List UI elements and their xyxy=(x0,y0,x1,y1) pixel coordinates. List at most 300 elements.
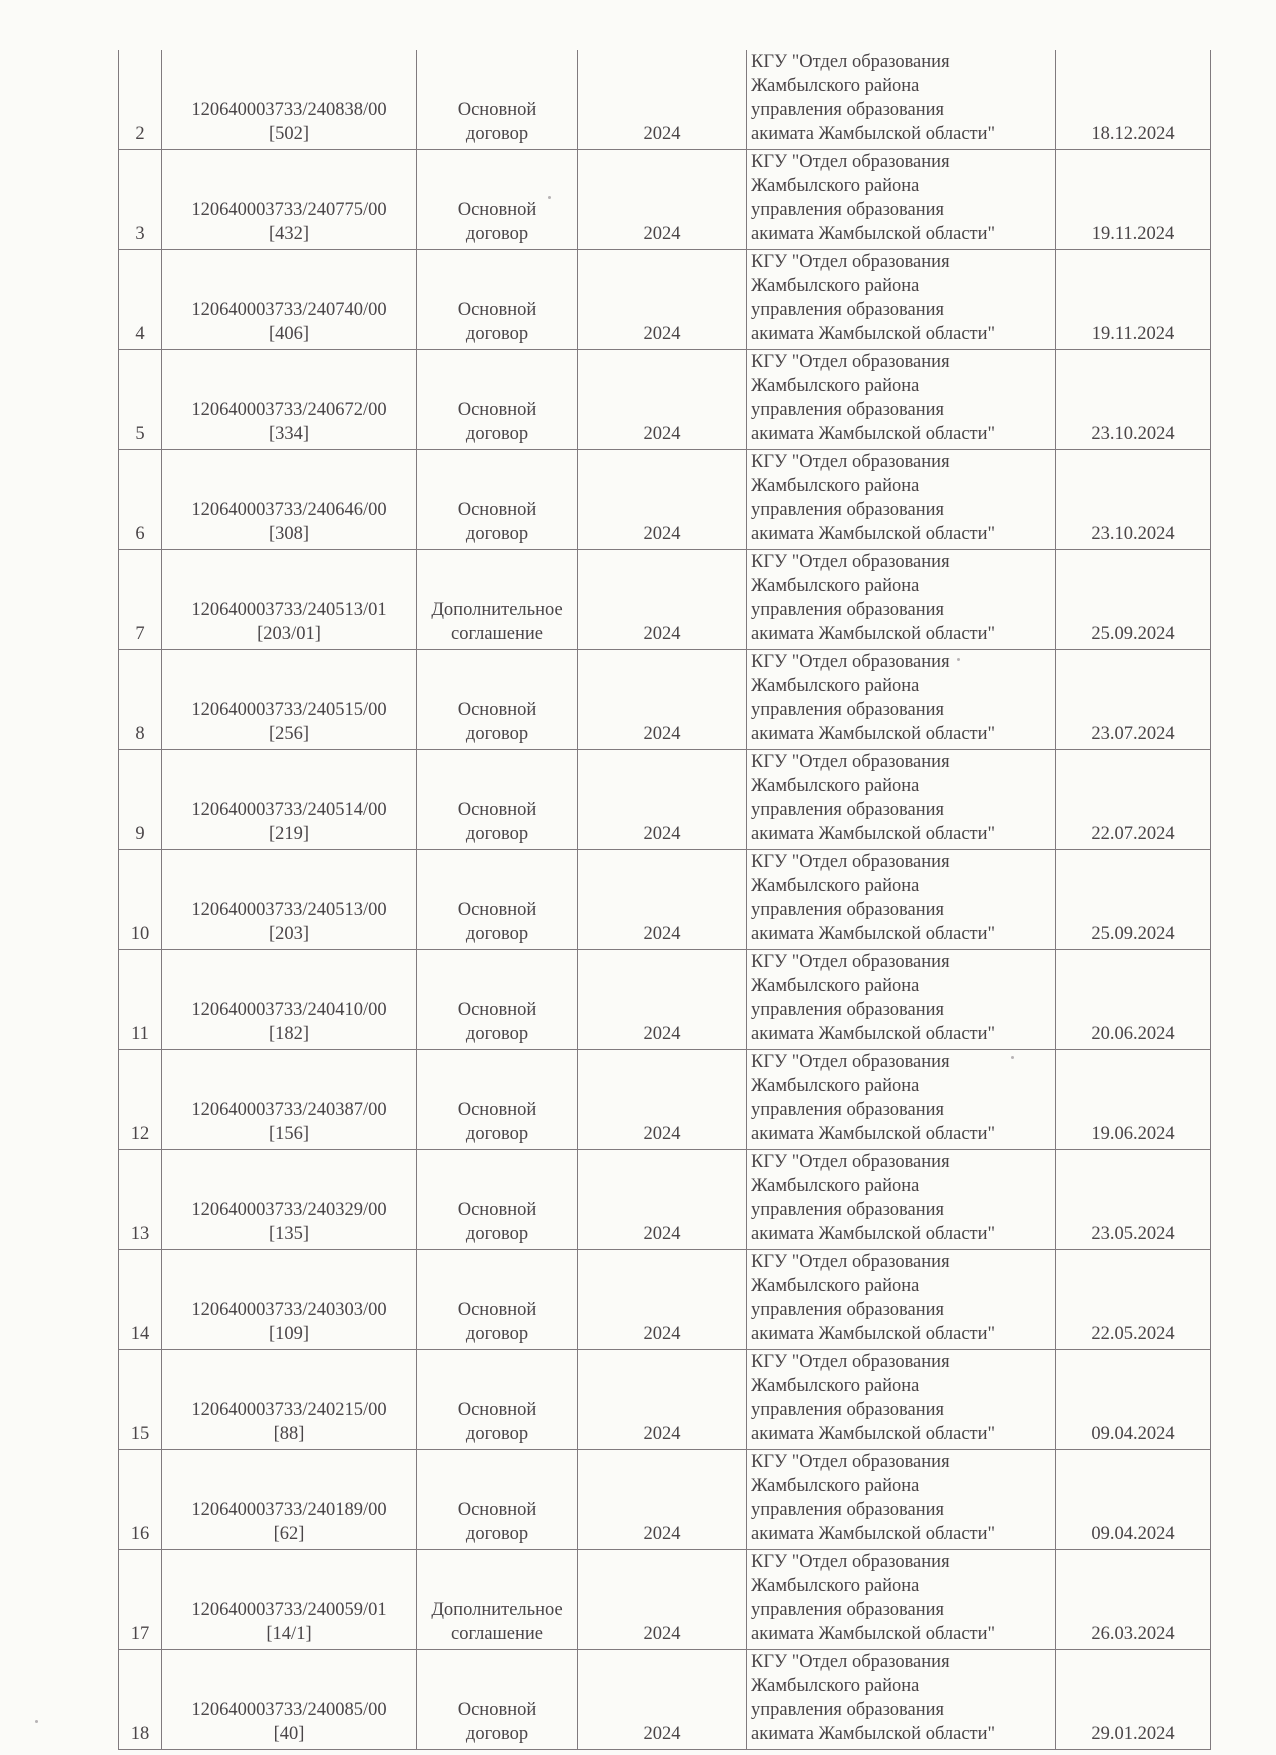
row-number-cell xyxy=(119,1050,162,1150)
contract-type-cell xyxy=(417,250,578,350)
contract-date: 09.04.2024 xyxy=(1091,1524,1175,1544)
date-cell xyxy=(1056,350,1211,450)
row-number: 9 xyxy=(135,824,145,844)
row-number: 15 xyxy=(130,1424,150,1444)
contract-id: 120640003733/240514/00 xyxy=(191,800,387,820)
contract-id-cell xyxy=(162,1050,417,1150)
contract-id: 120640003733/240513/01 xyxy=(191,600,387,620)
year-cell xyxy=(578,950,747,1050)
year: 2024 xyxy=(643,724,681,744)
row-number: 5 xyxy=(135,424,145,444)
organization-line: Жамбылского района xyxy=(751,276,920,296)
year-cell xyxy=(578,650,747,750)
table-row xyxy=(119,1350,1211,1450)
organization-line: акимата Жамбылской области" xyxy=(751,324,996,344)
contract-type-line1: Дополнительное xyxy=(431,600,563,620)
organization-line: Жамбылского района xyxy=(751,876,920,896)
year: 2024 xyxy=(643,1624,681,1644)
organization-line: акимата Жамбылской области" xyxy=(751,1424,996,1444)
table-row xyxy=(119,1550,1211,1650)
organization-line: Жамбылского района xyxy=(751,1676,920,1696)
organization-line: акимата Жамбылской области" xyxy=(751,424,996,444)
row-number-cell xyxy=(119,50,162,150)
year: 2024 xyxy=(643,1224,681,1244)
contract-id: 120640003733/240775/00 xyxy=(191,200,387,220)
contracts-table xyxy=(118,50,1211,1750)
year: 2024 xyxy=(643,524,681,544)
contract-type-cell xyxy=(417,950,578,1050)
row-number: 11 xyxy=(131,1024,149,1044)
contract-type-line2: договор xyxy=(465,1524,529,1544)
year-cell xyxy=(578,850,747,950)
organization-line: Жамбылского района xyxy=(751,576,920,596)
contract-type-cell xyxy=(417,1550,578,1650)
row-number-cell xyxy=(119,1350,162,1450)
contract-id: 120640003733/240085/00 xyxy=(191,1700,387,1720)
contract-type-line2: договор xyxy=(465,1724,529,1744)
organization-line: КГУ "Отдел образования xyxy=(751,1652,950,1672)
row-number-cell xyxy=(119,550,162,650)
year-cell xyxy=(578,150,747,250)
contract-type-line1: Основной xyxy=(457,800,537,820)
row-number: 17 xyxy=(130,1624,150,1644)
contract-id-cell xyxy=(162,150,417,250)
year: 2024 xyxy=(643,924,681,944)
organization-cell xyxy=(747,1050,1056,1150)
year-cell xyxy=(578,50,747,150)
contract-id: 120640003733/240740/00 xyxy=(191,300,387,320)
organization-line: КГУ "Отдел образования xyxy=(751,752,950,772)
organization-cell xyxy=(747,750,1056,850)
contract-type-line2: договор xyxy=(465,1324,529,1344)
organization-line: управления образования xyxy=(751,700,945,720)
table-row xyxy=(119,750,1211,850)
year: 2024 xyxy=(643,324,681,344)
organization-line: КГУ "Отдел образования xyxy=(751,452,950,472)
contract-ref: [40] xyxy=(273,1724,305,1744)
date-cell xyxy=(1056,1550,1211,1650)
row-number-cell xyxy=(119,750,162,850)
contract-type-line2: договор xyxy=(465,124,529,144)
year-cell xyxy=(578,1050,747,1150)
contract-date: 25.09.2024 xyxy=(1091,924,1175,944)
organization-line: Жамбылского района xyxy=(751,776,920,796)
contract-type-line1: Основной xyxy=(457,1700,537,1720)
contract-date: 23.07.2024 xyxy=(1091,724,1175,744)
organization-line: управления образования xyxy=(751,1500,945,1520)
contract-type-cell xyxy=(417,750,578,850)
year: 2024 xyxy=(643,1324,681,1344)
organization-line: Жамбылского района xyxy=(751,1176,920,1196)
table-row xyxy=(119,450,1211,550)
date-cell xyxy=(1056,650,1211,750)
organization-cell xyxy=(747,50,1056,150)
contract-id-cell xyxy=(162,650,417,750)
contract-id-cell xyxy=(162,1450,417,1550)
year-cell xyxy=(578,1150,747,1250)
organization-line: акимата Жамбылской области" xyxy=(751,1124,996,1144)
organization-line: КГУ "Отдел образования xyxy=(751,952,950,972)
contracts-table-body xyxy=(119,50,1211,1750)
year-cell xyxy=(578,1250,747,1350)
date-cell xyxy=(1056,1150,1211,1250)
contract-type-line2: договор xyxy=(465,224,529,244)
contract-id-cell xyxy=(162,1250,417,1350)
table-row xyxy=(119,950,1211,1050)
contract-type-line1: Основной xyxy=(457,700,537,720)
date-cell xyxy=(1056,450,1211,550)
table-row xyxy=(119,850,1211,950)
row-number: 8 xyxy=(135,724,145,744)
contract-type-cell xyxy=(417,1350,578,1450)
contract-ref: [182] xyxy=(268,1024,310,1044)
contract-type-line2: договор xyxy=(465,524,529,544)
row-number-cell xyxy=(119,1550,162,1650)
contract-date: 20.06.2024 xyxy=(1091,1024,1175,1044)
contract-type-cell xyxy=(417,50,578,150)
year: 2024 xyxy=(643,424,681,444)
organization-cell xyxy=(747,150,1056,250)
organization-cell xyxy=(747,950,1056,1050)
organization-line: управления образования xyxy=(751,300,945,320)
contract-date: 23.10.2024 xyxy=(1091,424,1175,444)
organization-line: КГУ "Отдел образования xyxy=(751,252,950,272)
contract-type-line1: Основной xyxy=(457,200,537,220)
organization-line: акимата Жамбылской области" xyxy=(751,1524,996,1544)
contract-type-cell xyxy=(417,150,578,250)
date-cell xyxy=(1056,50,1211,150)
contract-ref: [62] xyxy=(273,1524,305,1544)
contract-id: 120640003733/240303/00 xyxy=(191,1300,387,1320)
organization-line: КГУ "Отдел образования xyxy=(751,52,950,72)
row-number-cell xyxy=(119,950,162,1050)
contract-id: 120640003733/240059/01 xyxy=(191,1600,387,1620)
contract-type-line1: Основной xyxy=(457,1500,537,1520)
date-cell xyxy=(1056,1350,1211,1450)
contract-date: 19.11.2024 xyxy=(1091,324,1175,344)
contract-type-line2: договор xyxy=(465,824,529,844)
contract-id-cell xyxy=(162,950,417,1050)
row-number: 3 xyxy=(135,224,145,244)
organization-line: управления образования xyxy=(751,1600,945,1620)
year: 2024 xyxy=(643,1524,681,1544)
date-cell xyxy=(1056,1250,1211,1350)
table-row xyxy=(119,650,1211,750)
organization-line: Жамбылского района xyxy=(751,1376,920,1396)
contract-date: 25.09.2024 xyxy=(1091,624,1175,644)
organization-line: КГУ "Отдел образования xyxy=(751,1152,950,1172)
organization-line: Жамбылского района xyxy=(751,1076,920,1096)
contract-date: 19.11.2024 xyxy=(1091,224,1175,244)
contract-type-cell xyxy=(417,1250,578,1350)
organization-line: КГУ "Отдел образования xyxy=(751,1552,950,1572)
organization-line: управления образования xyxy=(751,1300,945,1320)
contract-type-cell xyxy=(417,350,578,450)
contract-ref: [432] xyxy=(268,224,310,244)
contract-type-line2: договор xyxy=(465,924,529,944)
organization-line: акимата Жамбылской области" xyxy=(751,824,996,844)
row-number: 14 xyxy=(130,1324,150,1344)
contract-id: 120640003733/240515/00 xyxy=(191,700,387,720)
contract-type-line2: договор xyxy=(465,1124,529,1144)
contract-id: 120640003733/240513/00 xyxy=(191,900,387,920)
contract-type-line1: Основной xyxy=(457,1100,537,1120)
scan-speck xyxy=(35,1720,38,1723)
year-cell xyxy=(578,550,747,650)
contract-id-cell xyxy=(162,450,417,550)
year-cell xyxy=(578,1350,747,1450)
organization-cell xyxy=(747,1450,1056,1550)
row-number: 6 xyxy=(135,524,145,544)
date-cell xyxy=(1056,150,1211,250)
organization-line: управления образования xyxy=(751,500,945,520)
contract-type-cell xyxy=(417,650,578,750)
organization-cell xyxy=(747,1550,1056,1650)
contract-type-cell xyxy=(417,1150,578,1250)
organization-line: КГУ "Отдел образования xyxy=(751,852,950,872)
organization-line: акимата Жамбылской области" xyxy=(751,724,996,744)
contract-type-line1: Основной xyxy=(457,1000,537,1020)
contract-id: 120640003733/240672/00 xyxy=(191,400,387,420)
contract-type-line1: Основной xyxy=(457,1300,537,1320)
organization-line: Жамбылского района xyxy=(751,1576,920,1596)
organization-cell xyxy=(747,850,1056,950)
contract-id-cell xyxy=(162,1350,417,1450)
year-cell xyxy=(578,250,747,350)
contract-type-line1: Основной xyxy=(457,400,537,420)
organization-line: управления образования xyxy=(751,900,945,920)
contract-type-line1: Основной xyxy=(457,900,537,920)
contract-type-cell xyxy=(417,1050,578,1150)
organization-line: акимата Жамбылской области" xyxy=(751,1724,996,1744)
organization-line: Жамбылского района xyxy=(751,476,920,496)
organization-cell xyxy=(747,1150,1056,1250)
contract-type-cell xyxy=(417,550,578,650)
contract-type-cell xyxy=(417,1650,578,1750)
contract-ref: [256] xyxy=(268,724,310,744)
contract-id: 120640003733/240838/00 xyxy=(191,100,387,120)
organization-line: Жамбылского района xyxy=(751,676,920,696)
date-cell xyxy=(1056,950,1211,1050)
row-number: 18 xyxy=(130,1724,150,1744)
organization-line: КГУ "Отдел образования xyxy=(751,1052,950,1072)
row-number-cell xyxy=(119,450,162,550)
row-number-cell xyxy=(119,1450,162,1550)
organization-line: управления образования xyxy=(751,1200,945,1220)
contract-ref: [88] xyxy=(273,1424,305,1444)
organization-cell xyxy=(747,450,1056,550)
contract-ref: [308] xyxy=(268,524,310,544)
row-number-cell xyxy=(119,850,162,950)
table-row xyxy=(119,150,1211,250)
organization-line: Жамбылского района xyxy=(751,176,920,196)
year: 2024 xyxy=(643,1724,681,1744)
organization-line: Жамбылского района xyxy=(751,976,920,996)
date-cell xyxy=(1056,850,1211,950)
year: 2024 xyxy=(643,224,681,244)
contract-type-line2: соглашение xyxy=(450,1624,544,1644)
organization-line: КГУ "Отдел образования xyxy=(751,152,950,172)
contract-id-cell xyxy=(162,1150,417,1250)
year-cell xyxy=(578,1650,747,1750)
year: 2024 xyxy=(643,1424,681,1444)
year: 2024 xyxy=(643,124,681,144)
contract-ref: [109] xyxy=(268,1324,310,1344)
row-number: 2 xyxy=(135,124,145,144)
organization-line: КГУ "Отдел образования xyxy=(751,1352,950,1372)
row-number: 12 xyxy=(130,1124,150,1144)
contract-id-cell xyxy=(162,550,417,650)
contract-date: 09.04.2024 xyxy=(1091,1424,1175,1444)
organization-line: акимата Жамбылской области" xyxy=(751,1024,996,1044)
contract-ref: [203] xyxy=(268,924,310,944)
contract-date: 23.10.2024 xyxy=(1091,524,1175,544)
contract-id-cell xyxy=(162,250,417,350)
organization-cell xyxy=(747,250,1056,350)
contract-id: 120640003733/240646/00 xyxy=(191,500,387,520)
contract-date: 22.05.2024 xyxy=(1091,1324,1175,1344)
row-number: 7 xyxy=(135,624,145,644)
organization-line: КГУ "Отдел образования xyxy=(751,1452,950,1472)
organization-line: акимата Жамбылской области" xyxy=(751,1324,996,1344)
organization-line: Жамбылского района xyxy=(751,376,920,396)
contract-ref: [135] xyxy=(268,1224,310,1244)
contract-date: 23.05.2024 xyxy=(1091,1224,1175,1244)
organization-line: Жамбылского района xyxy=(751,1476,920,1496)
contract-type-line2: договор xyxy=(465,724,529,744)
contract-type-line1: Основной xyxy=(457,300,537,320)
row-number: 13 xyxy=(130,1224,150,1244)
year-cell xyxy=(578,1450,747,1550)
organization-cell xyxy=(747,1650,1056,1750)
organization-line: управления образования xyxy=(751,100,945,120)
row-number-cell xyxy=(119,650,162,750)
date-cell xyxy=(1056,550,1211,650)
contract-type-line2: договор xyxy=(465,424,529,444)
organization-cell xyxy=(747,650,1056,750)
table-row xyxy=(119,1050,1211,1150)
table-row xyxy=(119,1450,1211,1550)
organization-line: управления образования xyxy=(751,1000,945,1020)
table-row xyxy=(119,550,1211,650)
scan-speck xyxy=(957,658,960,661)
organization-line: КГУ "Отдел образования xyxy=(751,552,950,572)
contract-type-line1: Дополнительное xyxy=(431,1600,563,1620)
contract-id: 120640003733/240215/00 xyxy=(191,1400,387,1420)
organization-line: управления образования xyxy=(751,400,945,420)
row-number-cell xyxy=(119,350,162,450)
contract-ref: [156] xyxy=(268,1124,310,1144)
contract-ref: [219] xyxy=(268,824,310,844)
year-cell xyxy=(578,750,747,850)
contract-id-cell xyxy=(162,50,417,150)
date-cell xyxy=(1056,1450,1211,1550)
year-cell xyxy=(578,1550,747,1650)
organization-line: акимата Жамбылской области" xyxy=(751,924,996,944)
organization-line: Жамбылского района xyxy=(751,76,920,96)
contract-ref: [406] xyxy=(268,324,310,344)
contract-ref: [203/01] xyxy=(257,624,321,644)
contract-ref: [502] xyxy=(268,124,310,144)
organization-cell xyxy=(747,1350,1056,1450)
scan-speck xyxy=(548,196,551,199)
organization-line: акимата Жамбылской области" xyxy=(751,1224,996,1244)
row-number-cell xyxy=(119,1150,162,1250)
organization-line: КГУ "Отдел образования xyxy=(751,652,950,672)
contract-type-line1: Основной xyxy=(457,500,537,520)
contract-type-line1: Основной xyxy=(457,1400,537,1420)
contract-date: 29.01.2024 xyxy=(1091,1724,1175,1744)
row-number-cell xyxy=(119,1650,162,1750)
contract-type-line2: соглашение xyxy=(450,624,544,644)
contract-type-line2: договор xyxy=(465,1224,529,1244)
row-number: 16 xyxy=(130,1524,150,1544)
date-cell xyxy=(1056,750,1211,850)
year: 2024 xyxy=(643,824,681,844)
organization-cell xyxy=(747,1250,1056,1350)
organization-line: акимата Жамбылской области" xyxy=(751,124,996,144)
organization-line: КГУ "Отдел образования xyxy=(751,352,950,372)
year: 2024 xyxy=(643,624,681,644)
contract-type-line2: договор xyxy=(465,1424,529,1444)
contract-type-line1: Основной xyxy=(457,100,537,120)
organization-line: акимата Жамбылской области" xyxy=(751,624,996,644)
contract-date: 19.06.2024 xyxy=(1091,1124,1175,1144)
date-cell xyxy=(1056,1650,1211,1750)
contract-date: 26.03.2024 xyxy=(1091,1624,1175,1644)
contract-type-cell xyxy=(417,450,578,550)
contract-id: 120640003733/240387/00 xyxy=(191,1100,387,1120)
contract-type-line1: Основной xyxy=(457,1200,537,1220)
organization-line: акимата Жамбылской области" xyxy=(751,1624,996,1644)
year: 2024 xyxy=(643,1124,681,1144)
organization-cell xyxy=(747,550,1056,650)
scan-speck xyxy=(1011,1056,1014,1059)
contract-ref: [14/1] xyxy=(266,1624,312,1644)
contract-id-cell xyxy=(162,1650,417,1750)
contract-type-cell xyxy=(417,1450,578,1550)
organization-line: управления образования xyxy=(751,1100,945,1120)
date-cell xyxy=(1056,250,1211,350)
contract-date: 18.12.2024 xyxy=(1091,124,1175,144)
contract-id: 120640003733/240329/00 xyxy=(191,1200,387,1220)
row-number: 4 xyxy=(135,324,145,344)
organization-line: КГУ "Отдел образования xyxy=(751,1252,950,1272)
contract-id: 120640003733/240410/00 xyxy=(191,1000,387,1020)
table-row xyxy=(119,1150,1211,1250)
contract-id-cell xyxy=(162,350,417,450)
row-number-cell xyxy=(119,150,162,250)
organization-line: управления образования xyxy=(751,1400,945,1420)
contract-id-cell xyxy=(162,850,417,950)
contract-id: 120640003733/240189/00 xyxy=(191,1500,387,1520)
contract-ref: [334] xyxy=(268,424,310,444)
row-number-cell xyxy=(119,250,162,350)
contract-id-cell xyxy=(162,1550,417,1650)
table-row xyxy=(119,350,1211,450)
organization-line: акимата Жамбылской области" xyxy=(751,224,996,244)
table-row xyxy=(119,250,1211,350)
organization-cell xyxy=(747,350,1056,450)
contract-type-cell xyxy=(417,850,578,950)
year-cell xyxy=(578,350,747,450)
contract-id-cell xyxy=(162,750,417,850)
contract-date: 22.07.2024 xyxy=(1091,824,1175,844)
organization-line: Жамбылского района xyxy=(751,1276,920,1296)
contract-type-line2: договор xyxy=(465,324,529,344)
row-number: 10 xyxy=(130,924,150,944)
contract-type-line2: договор xyxy=(465,1024,529,1044)
